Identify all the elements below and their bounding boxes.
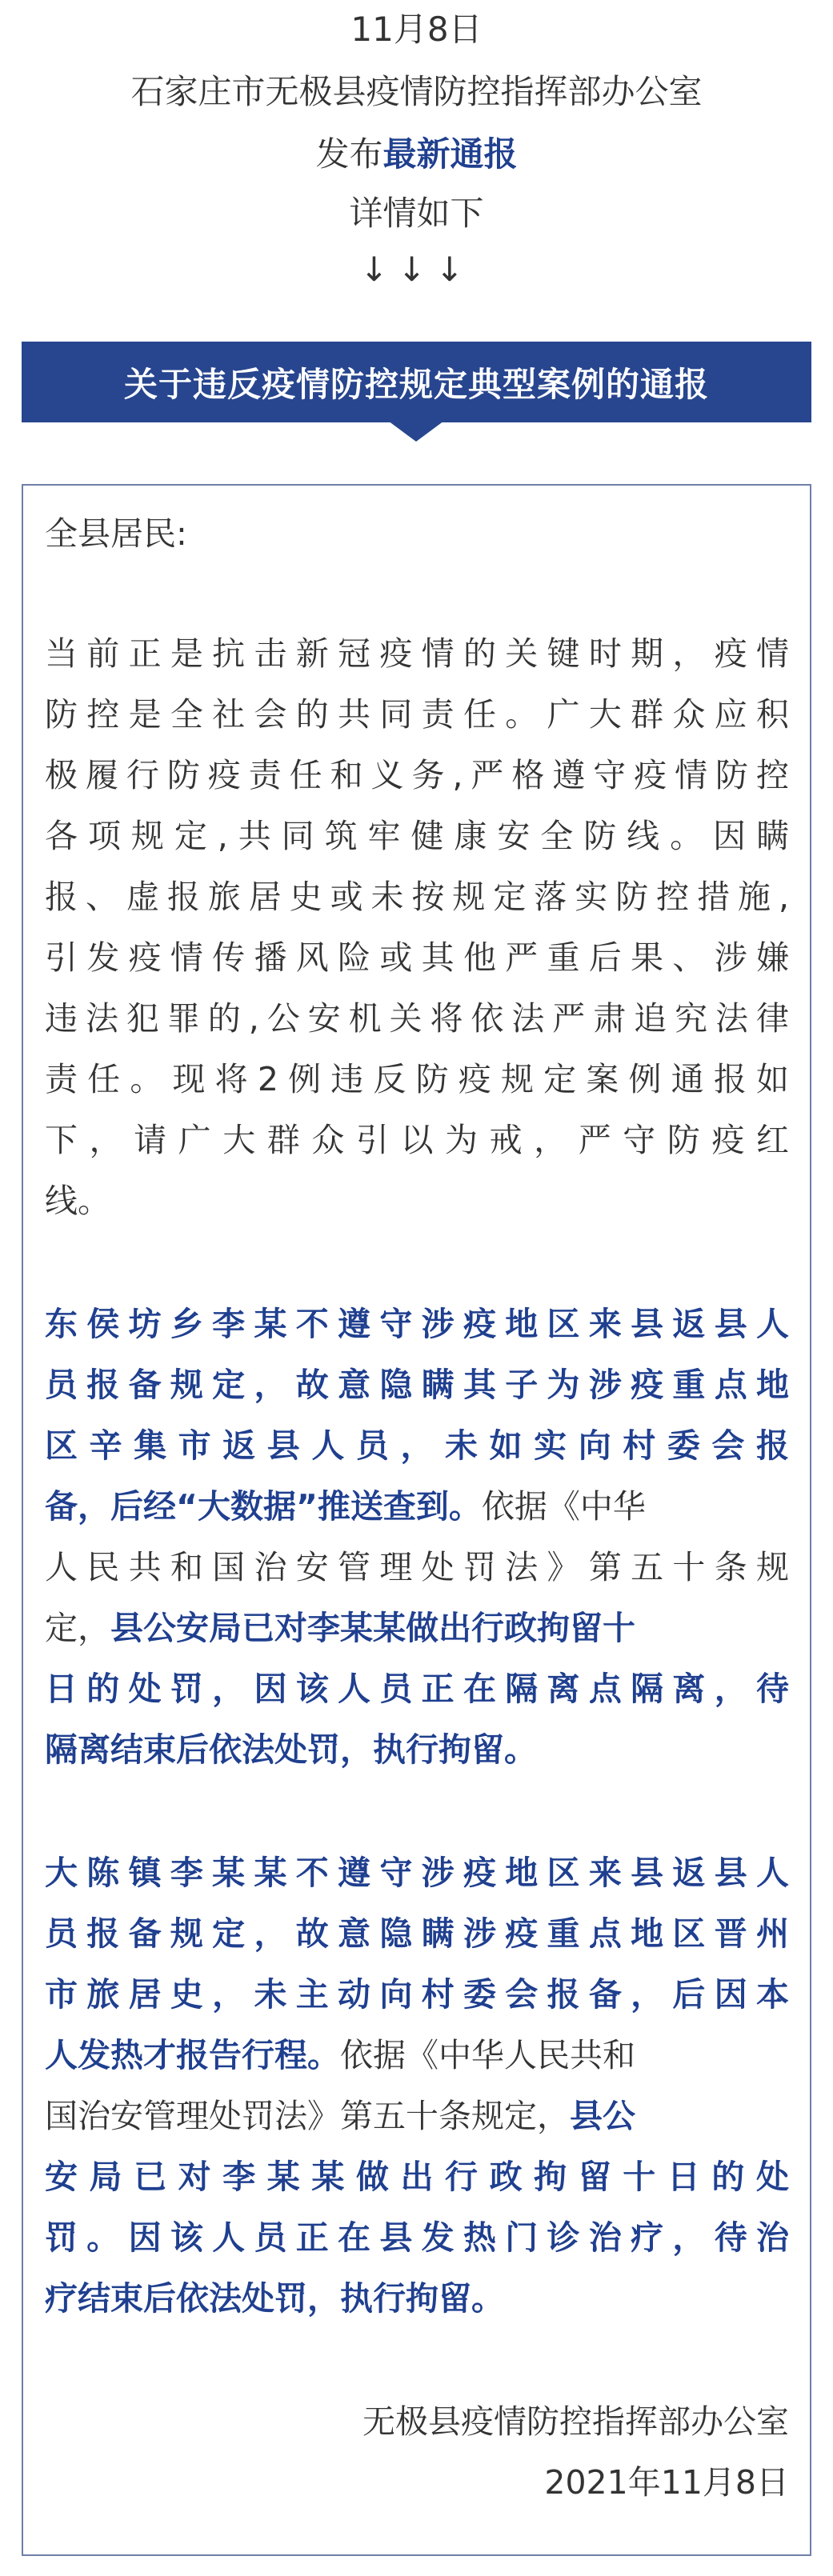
notice-title: 关于违反疫情防控规定典型案例的通报 (123, 364, 709, 404)
case1-line: 日的处罚，因该人员正在隔离点隔离，待 (45, 1670, 789, 1708)
case1-line: 人民共和国治安管理处罚法》第五十条规 (45, 1548, 789, 1586)
notice-title-banner (22, 342, 811, 422)
case2-line: 安局已对李某某做出行政拘留十日的处 (45, 2158, 789, 2196)
case2-line-normal: 依据《中华人民共和 (340, 2036, 635, 2074)
case1-line (45, 1605, 789, 1651)
para1-line: 责任。现将2例违反防疫规定案例通报如 (45, 1060, 789, 1098)
case2-line-normal: 国治安管理处罚法》第五十条规定， (45, 2097, 570, 2135)
intro-publish-prefix: 发布 (315, 134, 383, 174)
intro-publish-highlight: 最新通报 (382, 134, 518, 174)
signature-date: 2021年11月8日 (544, 2463, 789, 2502)
case2-line (45, 2093, 789, 2139)
case2-line: 大陈镇李某某不遵守涉疫地区来县返县人 (45, 1854, 789, 1892)
case2-line: 员报备规定，故意隐瞒涉疫重点地区晋州 (45, 1914, 789, 1953)
case1-line: 东侯坊乡李某不遵守涉疫地区来县返县人 (45, 1305, 789, 1343)
banner-pointer-icon (388, 421, 444, 442)
case1-line: 隔离结束后依法处罚，执行拘留。 (45, 1730, 537, 1769)
intro-arrows: ↓↓↓ (359, 250, 474, 289)
intro-publish (0, 131, 833, 178)
case2-line: 市旅居史，未主动向村委会报备，后因本 (45, 1975, 789, 2014)
case1-line-normal: 依据《中华 (481, 1487, 646, 1526)
para1-line: 极履行防疫责任和义务,严格遵守疫情防控 (45, 756, 789, 794)
case1-line (45, 1483, 789, 1530)
para1-line: 引发疫情传播风险或其他严重后果、涉嫌 (45, 938, 789, 977)
intro-date: 11月8日 (350, 10, 483, 49)
case2-line-bold: 县公 (570, 2097, 635, 2135)
case1-line-normal: 定， (45, 1609, 110, 1647)
case1-line: 区辛集市返县人员，未如实向村委会报 (45, 1426, 789, 1465)
para1-line: 线。 (45, 1182, 110, 1220)
case2-line: 疗结束后依法处罚，执行拘留。 (45, 2279, 504, 2318)
case2-line: 罚。因该人员正在县发热门诊治疗，待治 (45, 2218, 789, 2257)
case1-line-bold: 县公安局已对李某某做出行政拘留十 (110, 1609, 635, 1647)
signature-org: 无极县疫情防控指挥部办公室 (362, 2402, 789, 2441)
case1-line-bold: 备，后经“大数据”推送查到。 (45, 1487, 482, 1526)
case2-line (45, 2032, 789, 2078)
case1-line: 员报备规定，故意隐瞒其子为涉疫重点地 (45, 1366, 789, 1404)
case2-line-bold: 人发热才报告行程。 (45, 2036, 340, 2074)
para1-line: 各项规定,共同筑牢健康安全防线。因瞒 (45, 817, 789, 855)
greeting: 全县居民: (45, 514, 187, 553)
intro-org: 石家庄市无极县疫情防控指挥部办公室 (130, 72, 703, 111)
para1-line: 防控是全社会的共同责任。广大群众应积 (45, 695, 789, 734)
intro-detail: 详情如下 (349, 194, 484, 233)
para1-line: 当前正是抗击新冠疫情的关键时期，疫情 (45, 634, 789, 673)
para1-line: 报、虚报旅居史或未按规定落实防控措施, (45, 878, 789, 916)
para1-line: 违法犯罪的,公安机关将依法严肃追究法律 (45, 999, 789, 1038)
para1-line: 下，请广大群众引以为戒，严守防疫红 (45, 1121, 789, 1159)
